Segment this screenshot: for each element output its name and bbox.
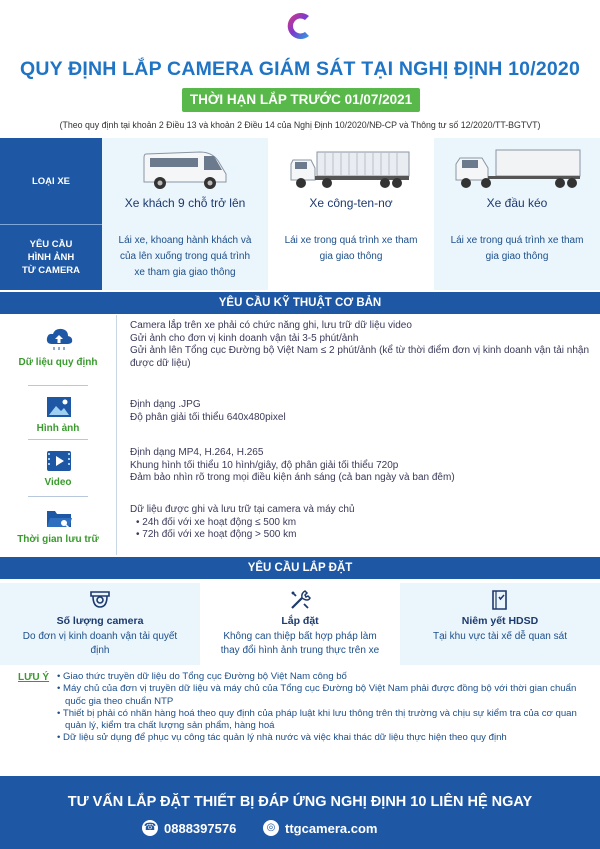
install-heading: Số lượng camera (56, 615, 144, 627)
vehicle-requirement: Lái xe trong quá trình xe tham gia giao thông (268, 225, 434, 290)
folder-icon (45, 506, 73, 530)
image-icon (45, 395, 73, 419)
divider (28, 385, 88, 386)
install-requirements (0, 583, 600, 665)
tech-row-content (130, 504, 590, 542)
deadline-badge: THỜI HẠN LẮP TRƯỚC 01/07/2021 (182, 88, 420, 112)
row-label-line: YÊU CẦU (29, 239, 73, 250)
note-item: • Thiết bị phải có nhãn hàng hoá theo quy định của pháp luật khi lưu thông trên thị trường và chịu sự kiểm tra của cơ quan quản lý, kiểm tra chất lượng sản phẩm, hàng hoá (57, 708, 587, 733)
tech-row-content (130, 447, 590, 485)
footer-cta (0, 776, 600, 849)
cloud-upload-icon (45, 327, 73, 351)
tech-line: Đảm bảo nhìn rõ trong mọi điều kiện ánh sáng (cả ban ngày và ban đêm) (130, 472, 455, 483)
video-icon (45, 449, 73, 473)
phone-number: 0888397576 (164, 820, 237, 836)
tech-row-label: Hình ảnh (36, 423, 80, 434)
install-column-manual (400, 583, 600, 665)
tech-row-content (130, 399, 590, 424)
website-link[interactable] (263, 820, 377, 836)
vehicle-requirement: Lái xe trong quá trình xe tham gia giao thông (434, 225, 600, 290)
install-heading: Niêm yết HDSD (461, 615, 539, 627)
vehicle-table (0, 138, 600, 290)
install-heading: Lắp đặt (281, 615, 319, 627)
tractor-truck-icon (434, 138, 600, 225)
footer-contact (0, 820, 600, 838)
section-title-tech: YÊU CẦU KỸ THUẬT CƠ BẢN (0, 292, 600, 314)
row-label-line: TỪ CAMERA (21, 265, 81, 276)
notes-section (0, 666, 600, 776)
section-title-install: YÊU CẦU LẮP ĐẶT (0, 557, 600, 579)
note-item: • Giao thức truyền dữ liệu do Tổng cục Đường bộ Việt Nam công bố (57, 671, 587, 683)
vehicle-name: Xe đầu kéo (486, 196, 548, 210)
tech-row-label: Dữ liệu quy định (18, 357, 98, 368)
row-label-vehicle-type: LOẠI XE (0, 138, 102, 225)
tech-row-label: Video (44, 477, 72, 488)
van-icon (102, 138, 268, 225)
tech-line: Định dạng MP4, H.264, H.265 (130, 447, 264, 458)
install-text: Tại khu vực tài xế dễ quan sát (433, 631, 567, 642)
phone-icon: ☎ (142, 820, 158, 836)
vehicle-requirement: Lái xe, khoang hành khách và của lên xuống trong quá trình xe tham gia giao thông (102, 225, 268, 290)
manual-icon (488, 588, 512, 612)
tech-bullet: • 24h đối với xe hoạt động ≤ 500 km (130, 517, 590, 530)
tech-row-label: Thời gian lưu trữ (17, 534, 99, 545)
install-text: Do đơn vị kinh doanh vận tải quyết định (22, 631, 178, 656)
tech-line: Dữ liệu được ghi và lưu trữ tại camera và máy chủ (130, 504, 355, 515)
tech-line: Định dạng .JPG (130, 399, 201, 410)
row-label-image-requirement (0, 225, 102, 290)
note-item: • Dữ liệu sử dụng để phục vụ công tác quản lý nhà nước và việc khai thác dữ liệu thực hiện theo quy định (57, 732, 587, 744)
notes-label: LƯU Ý (18, 672, 50, 683)
brand-logo (282, 8, 318, 44)
note-item: • Máy chủ của đơn vị truyền dữ liệu và máy chủ của Tổng cục Đường bộ Việt Nam phải được đồng bộ với thời gian chuẩn quốc gia theo chuẩn NTP (57, 683, 587, 708)
legal-basis: (Theo quy định tại khoản 2 Điều 13 và khoản 2 Điều 14 của Nghị Định 10/2020/NĐ-CP và Thông tư số 12/2020/TT-BGTVT) (59, 120, 541, 130)
notes-list (57, 671, 587, 745)
row-label-line: HÌNH ẢNH (27, 252, 75, 263)
globe-icon: ◎ (263, 820, 279, 836)
tech-row-content (130, 320, 590, 370)
divider (28, 496, 88, 497)
install-column-camera-count (0, 583, 200, 665)
tech-requirements (0, 315, 600, 555)
vehicle-name: Xe khách 9 chỗ trở lên (124, 196, 246, 210)
tech-line: Gửi ảnh lên Tổng cục Đường bộ Việt Nam ≤ 2 phút/ảnh (kể từ thời điểm đơn vị kinh doanh vận tải nhận được dữ liệu) (130, 345, 590, 369)
tech-line: Camera lắp trên xe phải có chức năng ghi, lưu trữ dữ liệu video (130, 320, 412, 331)
tech-bullet: • 72h đối với xe hoạt động > 500 km (130, 529, 590, 542)
divider (116, 315, 117, 555)
vehicle-name: Xe công-ten-nơ (309, 196, 393, 210)
camera-icon (88, 588, 112, 612)
tech-line: Khung hình tối thiểu 10 hình/giây, độ phân giải tối thiểu 720p (130, 459, 399, 471)
tech-line: Gửi ảnh cho đơn vị kinh doanh vận tải 3-5 phút/ảnh (130, 332, 359, 344)
website-url: ttgcamera.com (285, 820, 378, 836)
tech-line: Độ phân giải tối thiểu 640x480pixel (130, 411, 286, 423)
install-text: Không can thiệp bất hợp pháp làm thay đổi hình ảnh trung thực trên xe (220, 631, 380, 656)
phone-link[interactable] (142, 820, 236, 836)
divider (28, 439, 88, 440)
page-title: QUY ĐỊNH LẮP CAMERA GIÁM SÁT TẠI NGHỊ ĐỊNH 10/2020 (19, 58, 581, 80)
tools-icon (288, 588, 312, 612)
install-column-installation (200, 583, 400, 665)
footer-headline: TƯ VẤN LẮP ĐẶT THIẾT BỊ ĐÁP ỨNG NGHỊ ĐỊNH 10 LIÊN HỆ NGAY (67, 794, 533, 810)
container-truck-icon (268, 138, 434, 225)
